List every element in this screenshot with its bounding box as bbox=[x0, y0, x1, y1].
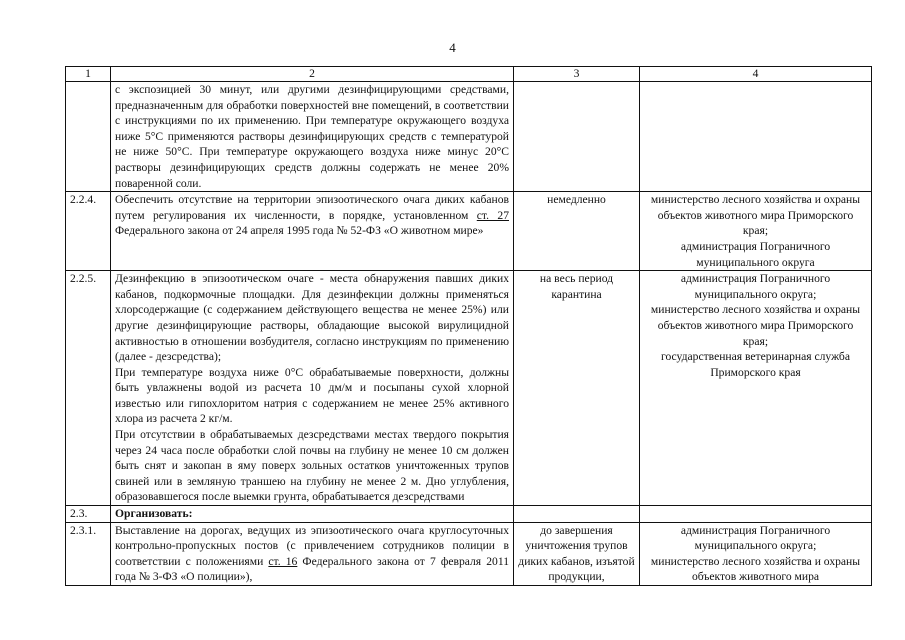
description-text-part: Федерального закона от 24 апреля 1995 года № 52-ФЗ «О животном мире» bbox=[115, 224, 484, 238]
responsible-entry: администрация Пограничного муниципального округа; bbox=[680, 272, 831, 301]
row-description-text bbox=[115, 523, 509, 585]
row-description-cell bbox=[111, 271, 514, 506]
row-term-cell: на весь период карантина bbox=[514, 271, 640, 506]
header-col-3: 3 bbox=[514, 67, 640, 82]
description-paragraph: При отсутствии в обрабатываемых дезсредствами местах твердого покрытия через 24 часа после обработки слой почвы на глубину не менее 10 см должен быть снят и закопан в яму поверх зольных остатков уничтоженных трупов свиней или в земляную траншею на глубину не менее 2 м. Дно углубления, образовавшегося после выемки грунта, обрабатывается дезсредствами bbox=[115, 428, 509, 504]
row-responsible-cell bbox=[640, 522, 872, 585]
row-number-cell: 2.2.5. bbox=[66, 271, 111, 506]
responsible-entry: министерство лесного хозяйства и охраны объектов животного мира Приморского края; bbox=[650, 193, 861, 238]
section-heading: Организовать: bbox=[115, 507, 193, 521]
row-responsible-cell bbox=[640, 82, 872, 192]
row-number-cell: 2.3.1. bbox=[66, 522, 111, 585]
law-article-link[interactable]: ст. 16 bbox=[268, 554, 298, 568]
row-number-cell: 2.2.4. bbox=[66, 192, 111, 271]
law-article-link[interactable]: ст. 27 bbox=[476, 208, 509, 222]
row-responsible-cell bbox=[640, 506, 872, 523]
responsible-entry: государственная ветеринарная служба Приморского края bbox=[661, 350, 850, 379]
table-row-2-3-1 bbox=[66, 522, 872, 585]
row-term-cell: до завершения уничтожения трупов диких кабанов, изъятой продукции, bbox=[514, 522, 640, 585]
responsible-entry: министерство лесного хозяйства и охраны объектов животного мира bbox=[650, 554, 861, 584]
table-row-2-3 bbox=[66, 506, 872, 523]
table-header-row bbox=[66, 67, 872, 82]
row-description-cell bbox=[111, 192, 514, 271]
row-description-text bbox=[115, 192, 509, 239]
measures-table bbox=[65, 66, 872, 586]
row-description-cell bbox=[111, 82, 514, 192]
row-description-cell bbox=[111, 506, 514, 523]
table-row-2-2-4 bbox=[66, 192, 872, 271]
description-paragraph: При температуре воздуха ниже 0°С обрабатываемые поверхности, должны быть увлажнены водой из расчета 10 дм/м и посыпаны сухой хлорной известью или гипохлоритом натрия с содержанием не менее 25% активного хлора из расчета 2 кг/м. bbox=[115, 365, 509, 426]
description-text-part: Обеспечить отсутствие на территории эпизоотического очага диких кабанов путем регулирования их численности, в порядке, установленном bbox=[115, 193, 509, 222]
row-description-cell bbox=[111, 522, 514, 585]
row-responsible-cell bbox=[640, 271, 872, 506]
table-row-continuation bbox=[66, 82, 872, 192]
row-term-cell bbox=[514, 82, 640, 192]
row-number-cell bbox=[66, 82, 111, 192]
continuation-text: с экспозицией 30 минут, или другими дезинфицирующими средствами, предназначенным для обработки поверхностей вне помещений, в соответствии с инструкциями по их применению. При температуре окружающего воздуха ниже 5°С применяются растворы дезинфицирующих средств с температурой не ниже 50°С. При температуре окружающего воздуха ниже минус 20°С растворы дезинфицирующих средств должны содержать не менее 20% поваренной соли. bbox=[115, 83, 509, 190]
description-paragraph: Дезинфекцию в эпизоотическом очаге - места обнаружения павших диких кабанов, подкормочные площадки. Для дезинфекции должны применяться хлорсодержащие (с содержанием действующего вещества не менее 25%) или другие дезинфицирующие растворы, обладающие высокой вирулицидной активностью в отношении возбудителя, согласно инструкциям по применению (далее - дезсредства); bbox=[115, 272, 509, 364]
table-row-2-2-5 bbox=[66, 271, 872, 506]
header-col-1: 1 bbox=[66, 67, 111, 82]
responsible-entry: администрация Пограничного муниципального округа; bbox=[680, 523, 831, 553]
row-number-cell: 2.3. bbox=[66, 506, 111, 523]
header-col-4: 4 bbox=[640, 67, 872, 82]
description-text-part: Выставление на дорогах, ведущих из эпизоотического очага круглосуточных контрольно-пропускных постов (с привлечением сотрудников полиции в соответствии с положениями bbox=[115, 523, 509, 568]
responsible-entry: министерство лесного хозяйства и охраны объектов животного мира Приморского края; bbox=[650, 303, 861, 348]
responsible-entry: администрация Пограничного муниципального округа bbox=[680, 239, 831, 269]
page-number: 4 bbox=[449, 40, 456, 55]
row-term-cell: немедленно bbox=[514, 192, 640, 271]
header-col-2: 2 bbox=[111, 67, 514, 82]
description-text-part: Федерального закона от 7 февраля 2011 года № 3-ФЗ «О полиции»), bbox=[115, 554, 509, 584]
row-responsible-cell bbox=[640, 192, 872, 271]
row-term-cell bbox=[514, 506, 640, 523]
